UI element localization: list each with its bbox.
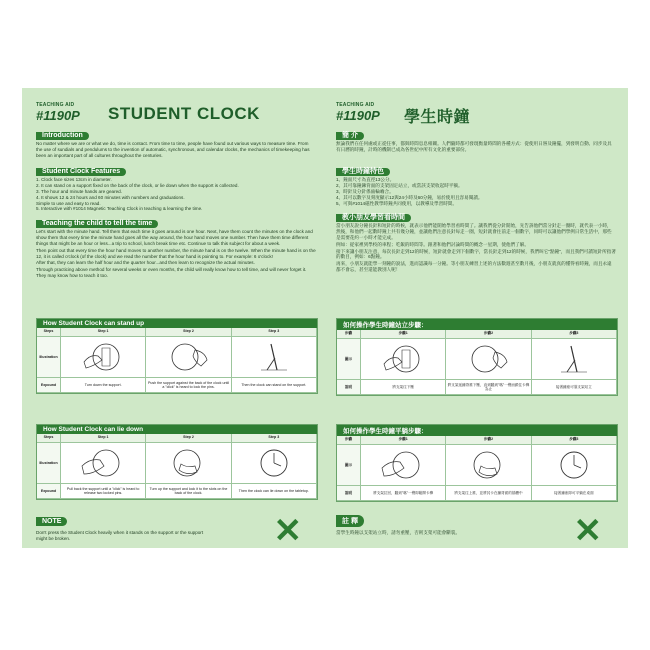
feature-item: 2. It can stand on a support fixed on the back of the clock, or lie down when the support is collected. bbox=[36, 182, 239, 188]
step-illustration bbox=[361, 339, 446, 380]
introduction-heading: 簡 介 bbox=[336, 132, 364, 140]
step-header: 步驟3 bbox=[532, 436, 617, 445]
stand-up-steps-table bbox=[337, 330, 617, 395]
prohibited-cross-icon: ✕ bbox=[573, 512, 602, 550]
introduction-section bbox=[36, 132, 316, 160]
step-expound: Turn up the support and lock it to the slots on the back of the clock. bbox=[146, 484, 231, 499]
teaching-section bbox=[36, 220, 316, 280]
english-header bbox=[36, 102, 316, 128]
step-illustration bbox=[532, 445, 617, 486]
clock-standing-illustration bbox=[551, 342, 597, 376]
stand-up-panel bbox=[36, 318, 318, 394]
step-header: Step 3 bbox=[232, 434, 317, 443]
step-header: Step 1 bbox=[61, 434, 146, 443]
teaching-paragraph: Let's start with the minute hand. Tell them that each time it goes around is one hour. Next, have them count the minutes on the clock and show them that every time the minute hand goes all the way around, the hour hand moves one number. Then have them time different things that might be an hour or less...a trip to school, lunch break time etc. Continue to talk this subject for about a week. bbox=[36, 228, 313, 246]
hand-pulling-support-illustration bbox=[380, 448, 426, 482]
expound-row-label: 說明 bbox=[337, 380, 361, 395]
step-illustration bbox=[532, 339, 617, 380]
teaching-paragraph: 例如：從家裡到學校的車程；吃飯的時間等。跟著和他們討論時間的概念一星期，使他們了解。 bbox=[336, 241, 529, 247]
teaching-aid-label: TEACHING AID bbox=[336, 102, 375, 108]
step-illustration bbox=[146, 337, 231, 378]
step-expound: Turn down the support. bbox=[61, 378, 146, 393]
page-title: STUDENT CLOCK bbox=[108, 104, 260, 123]
lie-down-steps-table bbox=[337, 436, 617, 501]
feature-item: 2、其可靠鐘鍊背面的支架固定站立，或當該支架收起時平躺。 bbox=[336, 182, 463, 188]
step-expound: 將支架拉回，聽到"喀"一聲即鬆開卡榫 bbox=[361, 486, 446, 501]
introduction-text: 無論我們在任何處或正從任事，都與時間息息相關。人們隨時都可發現衡量時間的各種方式：從使用日晷及鐘擺，到發明自動、同步及具有日曆的時鐘，計時的機制已成為各世紀中所有文化的重要部份。 bbox=[336, 140, 612, 152]
step-expound: Pull back the support until a "click" is heard to release two locked pins. bbox=[61, 484, 146, 499]
step-header: 步驟1 bbox=[361, 330, 446, 339]
step-illustration bbox=[61, 337, 146, 378]
steps-column-header: Steps bbox=[37, 434, 61, 443]
step-header: Step 2 bbox=[146, 328, 231, 337]
chinese-header bbox=[336, 102, 616, 128]
step-illustration bbox=[232, 443, 317, 484]
illustration-row-label: 圖示 bbox=[337, 339, 361, 380]
lie-down-heading: 如何操作學生時鐘平躺步驟： bbox=[337, 425, 617, 436]
step-header: 步驟1 bbox=[361, 436, 446, 445]
step-expound: 接著鐘座即可平躺在桌面 bbox=[532, 486, 617, 501]
note-heading: NOTE bbox=[36, 517, 67, 526]
features-section bbox=[336, 168, 616, 207]
feature-item: 3. The hour and minute hands are geared. bbox=[36, 188, 122, 194]
teaching-paragraph: 再來，小朋友就能學一刻鐘的說法，進而認識每一分鐘。等小朋友練習上述的方法數週甚至數月後，小朋友就真的懂得看時鐘，而且永遠都不會忘，甚至還能教別人呢！ bbox=[336, 261, 612, 273]
stand-up-panel bbox=[336, 318, 618, 396]
instruction-sheet bbox=[22, 88, 628, 548]
note-text: 當學生時鐘以支架站立時，請勿重壓，否則支架可能會斷裂。 bbox=[336, 530, 461, 535]
feature-item: 1. Clock face sizes 13cm in diameter. bbox=[36, 176, 112, 182]
features-section bbox=[36, 168, 316, 213]
introduction-text: No matter where we are or what we do, time is contact. From time to time, people have found out various ways to measure time. From the use of sundials and pendulums to the invention of automatic, synchronous, and calendar clocks, the mechanics of timekeeping has been an important part of all cultures throughout the centuries. bbox=[36, 140, 310, 158]
expound-row-label: 說明 bbox=[337, 486, 361, 501]
feature-item: 4. It shows 12 & 24 hours and 60 minutes with numbers and graduations. bbox=[36, 194, 185, 200]
product-code: #1190P bbox=[36, 108, 80, 123]
product-code: #1190P bbox=[336, 108, 380, 123]
note-text: Don't press the Student Clock heavily when it stands on the support or the support might be broken. bbox=[36, 530, 204, 541]
teaching-paragraph: 當小朋友說分鐘長針和短針的時候，就表示他們能開始學習看時間了。讓我們從分針開始，先告訴他們當分針走一圈時，就代表一小時，然後，和他們一起數時鐘上共有幾分鐘，並讓他們注意長針每走一圈，短針就會往前走一個數字，同時可以讓他們學例日常生活中，那些是需要花約一小時才能完成。 bbox=[336, 222, 612, 240]
features-list bbox=[36, 177, 316, 212]
lie-down-panel bbox=[336, 424, 618, 502]
step-header: Step 3 bbox=[232, 328, 317, 337]
feature-item: 3、時針及分針係齒輪嚙合。 bbox=[336, 188, 394, 194]
teaching-paragraph: Then point out that every time the hour hand moves to another number, the minute hand is on the twelve. When the minute hand is on the 12, it is called o'clock (of the clock) and we read the number that the hour hand is pointing to. For example: 6 o'clock! bbox=[36, 247, 316, 259]
note-section bbox=[336, 510, 616, 550]
stand-up-heading: How Student Clock can stand up bbox=[37, 319, 317, 328]
steps-column-header: 步驟 bbox=[337, 330, 361, 339]
features-list bbox=[336, 177, 616, 207]
illustration-row-label: 圖示 bbox=[337, 445, 361, 486]
note-section bbox=[36, 510, 316, 550]
stand-up-steps-table bbox=[37, 328, 317, 393]
teaching-paragraph: After that, they can learn the half hour and the quarter hour...and then learn to recognize the actual minutes. bbox=[36, 260, 255, 266]
teaching-paragraph: 接下來讓小朋友注意，每次長針走到12的時候，短針就會走到下個數字，當長針走到12的時候，我們叫它"點鐘"，而且我們可讀短針所指著的數目，例如：6點鐘。 bbox=[336, 248, 616, 260]
features-heading: 學生時鐘特色 bbox=[336, 168, 390, 176]
step-expound: Then the clock can lie down on the tabletop. bbox=[232, 484, 317, 499]
lie-down-panel bbox=[36, 424, 318, 500]
hand-pushing-support-illustration bbox=[465, 342, 511, 376]
expound-row-label: Expound bbox=[37, 484, 61, 499]
lie-down-steps-table bbox=[37, 434, 317, 499]
page-title: 學生時鐘 bbox=[404, 107, 471, 126]
step-header: Step 1 bbox=[61, 328, 146, 337]
hand-locking-support-illustration bbox=[165, 446, 211, 480]
step-header: 步驟2 bbox=[446, 330, 531, 339]
english-page bbox=[30, 88, 320, 548]
clock-standing-illustration bbox=[251, 340, 297, 374]
hand-pushing-support-illustration bbox=[165, 340, 211, 374]
step-header: 步驟3 bbox=[532, 330, 617, 339]
teaching-heading: 教小朋友學習看時間 bbox=[336, 214, 411, 222]
note-heading: 註 釋 bbox=[336, 515, 364, 527]
illustration-row-label: Illustration bbox=[37, 443, 61, 484]
teaching-section bbox=[336, 214, 616, 274]
teaching-paragraph: Through practicing above method for several weeks or even months, the child will really know how to tell time, and will never forget it. They may know how to teach it too. bbox=[36, 267, 307, 279]
hand-folding-support-illustration bbox=[380, 342, 426, 376]
step-expound: 接著鐘座可靠支架站立 bbox=[532, 380, 617, 395]
feature-item: 5、可與#1014磁性教學時鐘共同使用，以教導及學習時間。 bbox=[336, 200, 457, 206]
clock-face-lying-illustration bbox=[551, 448, 597, 482]
teaching-heading: Teaching the child to tell the time bbox=[36, 220, 158, 228]
steps-column-header: 步驟 bbox=[337, 436, 361, 445]
introduction-section bbox=[336, 132, 616, 154]
step-illustration bbox=[232, 337, 317, 378]
step-illustration bbox=[146, 443, 231, 484]
hand-locking-support-illustration bbox=[465, 448, 511, 482]
introduction-heading: Introduction bbox=[36, 132, 89, 140]
hand-pulling-support-illustration bbox=[80, 446, 126, 480]
prohibited-cross-icon: ✕ bbox=[273, 512, 302, 550]
step-illustration bbox=[446, 445, 531, 486]
feature-item: 1、鐘面尺寸為直徑13公分。 bbox=[336, 176, 395, 182]
step-illustration bbox=[61, 443, 146, 484]
expound-row-label: Expound bbox=[37, 378, 61, 393]
feature-item: 5. Interactive with #1014 Magnetic Teaching Clock in teaching & learning the time. bbox=[36, 206, 203, 212]
step-illustration bbox=[446, 339, 531, 380]
chinese-page bbox=[330, 88, 620, 548]
step-illustration bbox=[361, 445, 446, 486]
step-expound: Push the support against the back of the clock until a "click" is heard to lock the pins. bbox=[146, 378, 231, 393]
feature-item: 4、其可以數字及刻度顯示12與24小時及60分鐘，易於使用且容易閱讀。 bbox=[336, 194, 483, 200]
lie-down-heading: How Student Clock can lie down bbox=[37, 425, 317, 434]
step-expound: Then the clock can stand on the support. bbox=[232, 378, 317, 393]
step-expound: 將支架往上推，並將其卡在鐘背面的插槽中 bbox=[446, 486, 531, 501]
step-header: 步驟2 bbox=[446, 436, 531, 445]
hand-folding-support-illustration bbox=[80, 340, 126, 374]
step-expound: 將支架延鐘背推下壓，直到聽到"喀"一聲而鎖住卡榫為止 bbox=[446, 380, 531, 395]
stand-up-heading: 如何操作學生時鐘站立步驟： bbox=[337, 319, 617, 330]
step-expound: 將支架往下壓 bbox=[361, 380, 446, 395]
features-heading: Student Clock Features bbox=[36, 168, 126, 176]
feature-item: Simple to use and easy to read. bbox=[36, 200, 101, 206]
illustration-row-label: Illustration bbox=[37, 337, 61, 378]
clock-face-lying-illustration bbox=[251, 446, 297, 480]
teaching-aid-label: TEACHING AID bbox=[36, 102, 75, 108]
step-header: Step 2 bbox=[146, 434, 231, 443]
steps-column-header: Steps bbox=[37, 328, 61, 337]
